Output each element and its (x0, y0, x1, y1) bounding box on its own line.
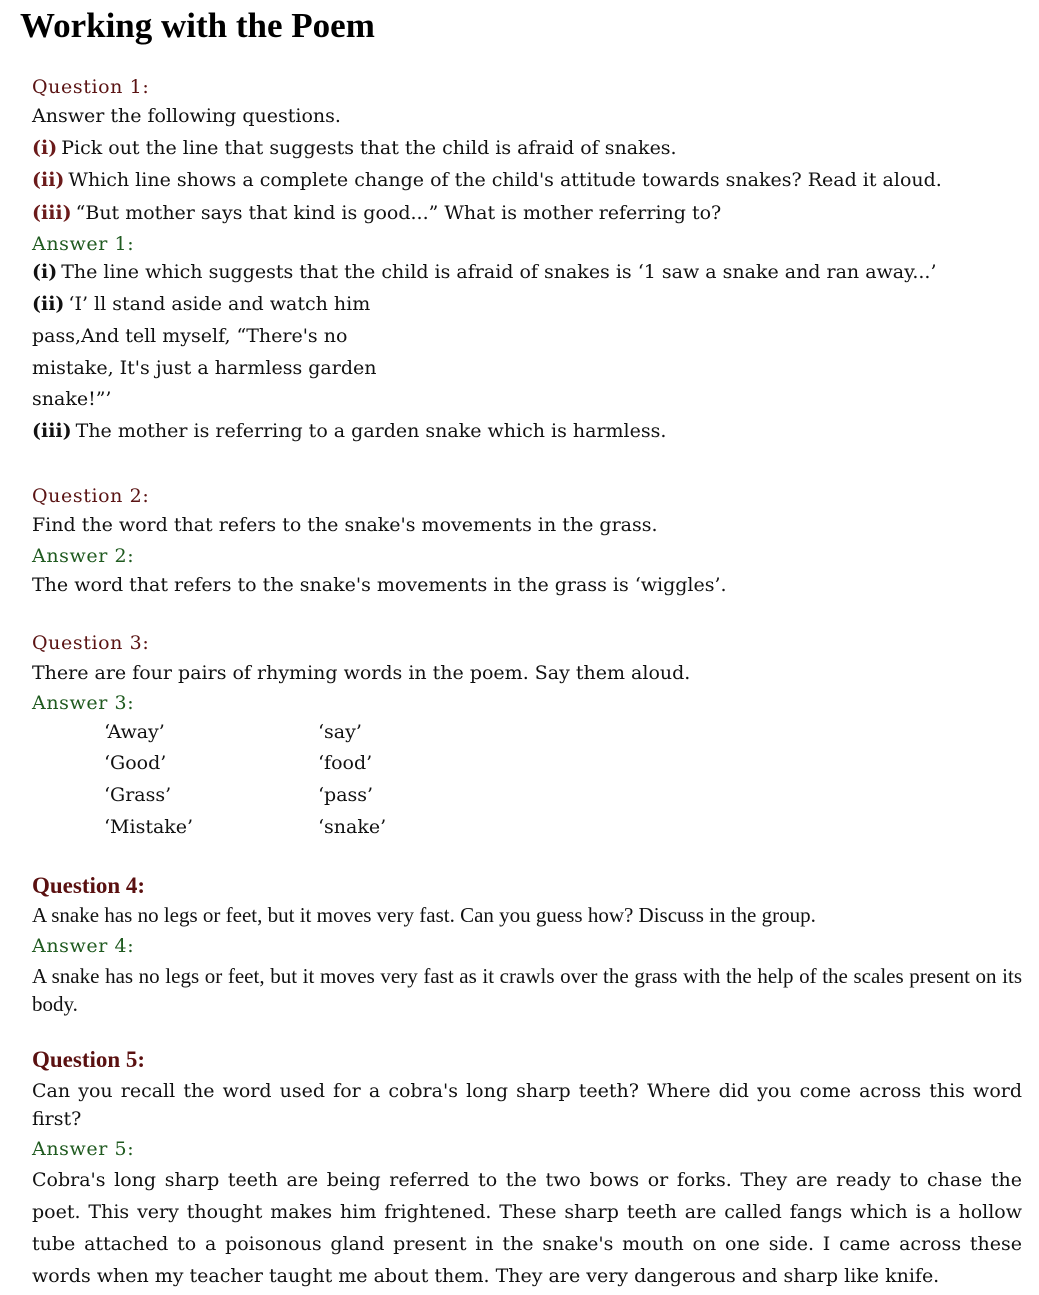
item-number: (iii) (32, 202, 72, 224)
rhyme-left: ‘Grass’ (104, 784, 172, 806)
rhyme-right: ‘say’ (318, 721, 362, 743)
answer-4-text: A snake has no legs or feet, but it moves very fast as it crawls over the grass with the help of the scales present on its body. (32, 964, 1022, 1016)
question-3-prompt: There are four pairs of rhyming words in the poem. Say them aloud. (32, 662, 691, 684)
answer-3-label: Answer 3: (32, 692, 135, 714)
rhyme-left: ‘Mistake’ (104, 816, 194, 838)
rhyme-pair (104, 814, 387, 840)
answer-1-item-2-line-3: mistake, It's just a harmless garden (32, 357, 377, 379)
page-title: Working with the Poem (20, 6, 375, 45)
question-5-prompt: Can you recall the word used for a cobra's long sharp teeth? Where did you come across this word first? (32, 1080, 1022, 1130)
question-1-label: Question 1: (32, 76, 150, 98)
question-2-label: Question 2: (32, 485, 150, 507)
question-2-prompt: Find the word that refers to the snake's movements in the grass. (32, 514, 658, 536)
answer-1-item-2-line-2: pass,And tell myself, “There's no (32, 325, 348, 347)
rhyme-left: ‘Away’ (104, 721, 165, 743)
item-text: Which line shows a complete change of the child's attitude towards snakes? Read it aloud. (68, 169, 942, 191)
question-1-item-2 (32, 167, 942, 193)
rhyme-left: ‘Good’ (104, 752, 167, 774)
item-text: The mother is referring to a garden snake which is harmless. (75, 420, 667, 442)
answer-1-label: Answer 1: (32, 233, 135, 255)
question-4-prompt: A snake has no legs or feet, but it moves very fast. Can you guess how? Discuss in the group. (32, 903, 816, 927)
question-1-prompt: Answer the following questions. (32, 105, 341, 127)
rhyme-pair (104, 719, 362, 745)
item-number: (i) (32, 261, 58, 283)
item-text: Pick out the line that suggests that the child is afraid of snakes. (61, 137, 677, 159)
answer-1-item-1 (32, 259, 936, 285)
question-3-label: Question 3: (32, 632, 150, 654)
answer-5-text: Cobra's long sharp teeth are being referred to the two bows or forks. They are ready to chase the poet. This very thought makes him frightened. These sharp teeth are called fangs which is a hollow tube attached to a poisonous gland present in the snake's mouth on one side. I came across these words when my teacher taught me about them. They are very dangerous and sharp like knife. (32, 1169, 1022, 1287)
answer-5-label: Answer 5: (32, 1138, 135, 1160)
answer-4-label: Answer 4: (32, 935, 135, 957)
question-4-label: Question 4: (32, 873, 146, 898)
rhyme-pair (104, 782, 374, 808)
answer-1-item-3 (32, 418, 666, 444)
item-number: (i) (32, 137, 58, 159)
rhyme-right: ‘pass’ (318, 784, 374, 806)
item-text: ‘I’ ll stand aside and watch him (68, 293, 371, 315)
answer-1-item-2-line-4: snake!”’ (32, 388, 112, 410)
item-number: (iii) (32, 420, 72, 442)
question-1-item-3 (32, 200, 721, 226)
rhyme-right: ‘food’ (318, 752, 373, 774)
question-5-label: Question 5: (32, 1047, 146, 1072)
rhyme-right: ‘snake’ (318, 816, 387, 838)
answer-1-item-2-line-1 (32, 291, 370, 317)
item-text: “But mother says that kind is good...” What is mother referring to? (75, 202, 722, 224)
item-number: (ii) (32, 169, 65, 191)
answer-2-label: Answer 2: (32, 545, 135, 567)
rhyme-pair (104, 750, 373, 776)
answer-2-text: The word that refers to the snake's movements in the grass is ‘wiggles’. (32, 574, 727, 596)
item-number: (ii) (32, 293, 65, 315)
question-1-item-1 (32, 135, 677, 161)
item-text: The line which suggests that the child is afraid of snakes is ‘1 saw a snake and ran away...’ (61, 261, 937, 283)
